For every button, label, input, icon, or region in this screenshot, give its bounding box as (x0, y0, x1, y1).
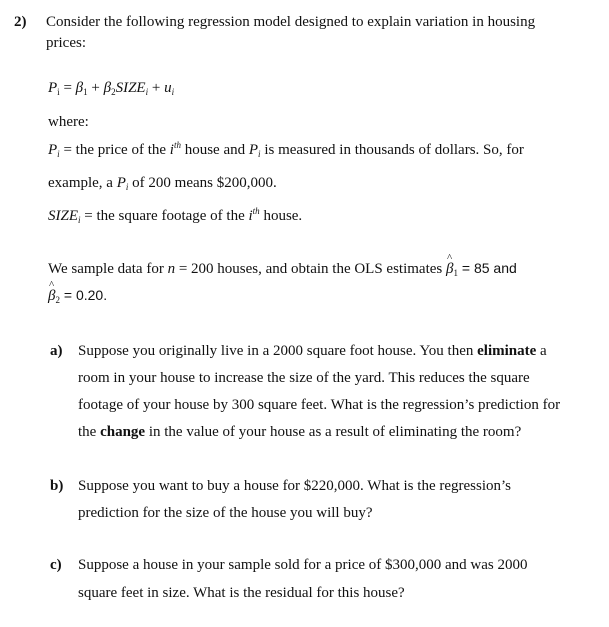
question-intro-line1: Consider the following regression model designed to explain variation in housing (46, 14, 536, 30)
part-c-label: c) (50, 557, 62, 573)
part-c-line2: square feet in size. What is the residual for this house? (78, 585, 405, 601)
part-b-line1: Suppose you want to buy a house for $220,000. What is the regression’s (78, 478, 512, 494)
part-a-line2: room in your house to increase the size of the yard. This reduces the square (78, 370, 530, 386)
regression-equation: $P_i = \beta_1$ + $\beta_2SIZE_i + u_i$ (48, 80, 175, 97)
question-number: 2) (14, 14, 27, 30)
question-intro-line2: prices: (46, 35, 86, 51)
part-c-line1: Suppose a house in your sample sold for a price of $300,000 and was 2000 (78, 557, 528, 573)
where-label: where: (48, 114, 89, 130)
part-b-line2: prediction for the size of the house you will buy? (78, 505, 373, 521)
definition-size: $SIZE_i$ = the square footage of the $i^{th}$ house. (48, 206, 303, 225)
definition-price-example: example, a $P_i$ of 200 means $200,000. (48, 175, 277, 192)
part-a-label: a) (50, 343, 63, 359)
part-a-line4: the change in the value of your house as a result of eliminating the room? (78, 424, 522, 440)
part-a-line3: footage of your house by 300 square feet. What is the regression’s prediction for (78, 397, 561, 413)
sample-estimates-line1: We sample data for n = 200 houses, and obtain the OLS estimates β $\^{}_1 = 85$ and (48, 260, 517, 278)
sample-estimates-line2: β $\^{}_2 = 0.20$. (48, 287, 107, 305)
part-b-label: b) (50, 478, 64, 494)
part-a-line1: Suppose you originally live in a 2000 square foot house. You then eliminate a (78, 343, 547, 359)
definition-price: $P_i$ = the price of the $i^{th}$ house and $P_i$ is measured in thousands of dollars. So, for (48, 140, 524, 159)
